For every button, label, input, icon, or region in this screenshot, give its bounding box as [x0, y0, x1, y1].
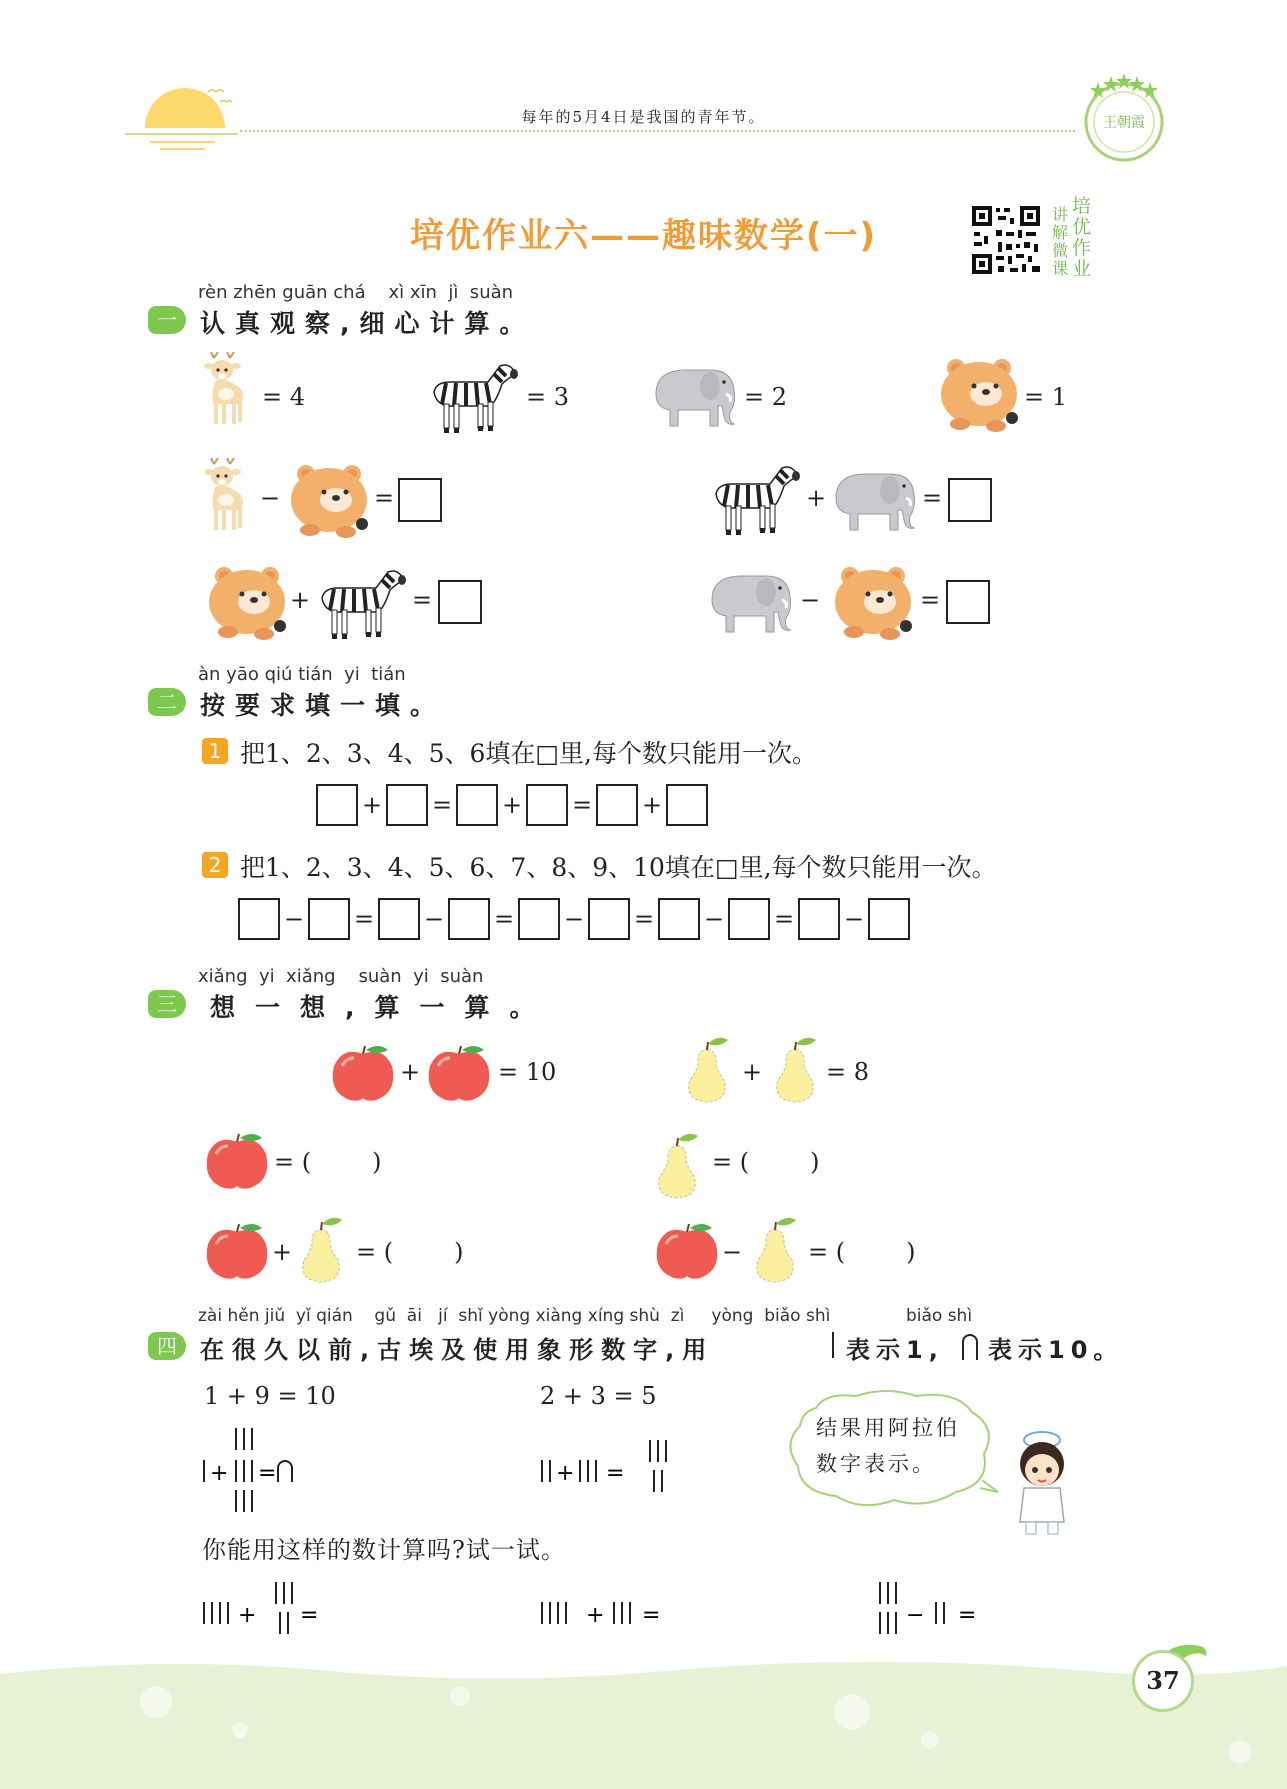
plus-sign: +: [399, 1058, 421, 1086]
svg-text:+: +: [210, 1461, 229, 1486]
equals-sign: =: [571, 791, 593, 819]
bear-icon: [934, 354, 1024, 434]
answer-box[interactable]: [666, 784, 708, 826]
section4-pinyin: zài hěn jiǔ yǐ qián gǔ āi jí shǐ yòng xiàng xíng shù zì yòng biǎo shì biǎo shì: [198, 1306, 973, 1326]
pear-icon: [296, 1216, 346, 1286]
question-1-text: 把1、2、3、4、5、6填在□里,每个数只能用一次。: [240, 739, 818, 768]
question-number: 1: [202, 738, 228, 764]
svg-text:+: +: [238, 1603, 257, 1628]
minus-sign: −: [799, 586, 821, 614]
section3-pinyin: xiǎng yi xiǎng suàn yi suàn: [198, 966, 484, 987]
equation-row-2: [238, 898, 910, 940]
equals-sign: =: [919, 586, 941, 614]
qr-code-icon[interactable]: [966, 200, 1046, 280]
svg-text:+: +: [586, 1603, 605, 1628]
answer-box[interactable]: [308, 898, 350, 940]
equals-sign: =: [921, 484, 943, 512]
bear-icon: [828, 562, 918, 642]
answer-box[interactable]: [448, 898, 490, 940]
minus-sign: −: [259, 484, 281, 512]
deer-icon: [196, 458, 256, 538]
svg-text:=: =: [642, 1603, 661, 1628]
section4-heading-c: 表示10。: [988, 1336, 1124, 1364]
section3-badge: 三: [148, 990, 186, 1018]
zebra-value: = 3: [526, 383, 570, 411]
header-tip: 每年的5月4日是我国的青年节。: [521, 108, 766, 126]
minus-sign: −: [843, 905, 865, 933]
plus-sign: +: [741, 1058, 763, 1086]
apple-answer[interactable]: = ( ): [274, 1148, 382, 1176]
section4-heading-b: 表示1,: [846, 1336, 944, 1364]
apple-icon: [202, 1222, 272, 1282]
pear-icon: [770, 1036, 820, 1106]
section1-heading: 认真观察,细心计算。: [200, 309, 535, 338]
equals-sign: =: [773, 905, 795, 933]
elephant-icon: [832, 464, 922, 534]
deer-value: = 4: [262, 383, 306, 411]
apple-icon: [424, 1044, 494, 1104]
section4-heading-a: 在很久以前,古埃及使用象形数字,用: [200, 1336, 715, 1364]
answer-box[interactable]: [728, 898, 770, 940]
unit-stroke-icon: [832, 1332, 834, 1358]
pear-icon: [750, 1216, 800, 1286]
minus-sign: −: [721, 1238, 743, 1266]
hieroglyph-practice-3[interactable]: [876, 1578, 1006, 1648]
bear-value: = 1: [1024, 383, 1068, 411]
deer-icon: [196, 352, 256, 432]
equals-sign: =: [411, 586, 433, 614]
pear-icon: [682, 1036, 732, 1106]
answer-box[interactable]: [596, 784, 638, 826]
page-number: 37: [1132, 1650, 1194, 1712]
qr-label-lesson: 讲解微课: [1052, 205, 1069, 278]
hieroglyph-example-1: [200, 1424, 320, 1514]
bear-icon: [284, 460, 374, 540]
section1-pinyin: rèn zhēn guān chá xì xīn jì suàn: [198, 282, 514, 303]
bubble-text: 结果用阿拉伯数字表示。: [816, 1416, 960, 1476]
answer-box[interactable]: [658, 898, 700, 940]
answer-box[interactable]: [588, 898, 630, 940]
section2-badge: 二: [148, 688, 186, 716]
plus-sign: +: [361, 791, 383, 819]
header-rule: [240, 130, 1075, 132]
minus-sign: −: [703, 905, 725, 933]
section4-badge: 四: [148, 1332, 186, 1360]
question-2-text: 把1、2、3、4、5、6、7、8、9、10填在□里,每个数只能用一次。: [240, 853, 997, 882]
page-title: 培优作业六——趣味数学(一): [409, 216, 878, 256]
question-number: 2: [202, 852, 228, 878]
example-2: 2 + 3 = 5: [540, 1382, 657, 1410]
svg-text:−: −: [906, 1603, 925, 1628]
pear-icon: [652, 1132, 702, 1202]
answer-box[interactable]: [238, 898, 280, 940]
apple-plus-pear-answer[interactable]: = ( ): [356, 1238, 464, 1266]
svg-text:=: =: [606, 1461, 625, 1486]
answer-box[interactable]: [398, 478, 442, 522]
answer-box[interactable]: [438, 580, 482, 624]
hieroglyph-example-2: [538, 1436, 688, 1506]
logo-text: 王朝霞: [1103, 115, 1145, 131]
minus-sign: −: [423, 905, 445, 933]
answer-box[interactable]: [456, 784, 498, 826]
svg-text:+: +: [556, 1461, 575, 1486]
answer-box[interactable]: [378, 898, 420, 940]
practice-prompt: 你能用这样的数计算吗?试一试。: [202, 1536, 566, 1564]
answer-box[interactable]: [948, 478, 992, 522]
cartoon-boy-icon: [1008, 1426, 1078, 1536]
answer-box[interactable]: [946, 580, 990, 624]
equals-sign: =: [431, 791, 453, 819]
answer-box[interactable]: [518, 898, 560, 940]
bear-icon: [202, 562, 292, 642]
plus-sign: +: [289, 586, 311, 614]
equals-sign: =: [493, 905, 515, 933]
pear-pair-value: = 8: [826, 1058, 870, 1086]
plus-sign: +: [271, 1238, 293, 1266]
answer-box[interactable]: [386, 784, 428, 826]
svg-text:=: =: [258, 1461, 277, 1486]
plus-sign: +: [805, 484, 827, 512]
minus-sign: −: [283, 905, 305, 933]
equation-row-1: [316, 784, 708, 826]
answer-box[interactable]: [868, 898, 910, 940]
answer-box[interactable]: [526, 784, 568, 826]
apple-icon: [328, 1044, 398, 1104]
zebra-icon: [710, 458, 800, 538]
hieroglyph-practice-2[interactable]: [538, 1578, 678, 1648]
elephant-icon: [652, 360, 742, 430]
minus-sign: −: [563, 905, 585, 933]
apple-icon: [652, 1222, 722, 1282]
pear-answer[interactable]: = ( ): [712, 1148, 820, 1176]
zebra-icon: [316, 562, 406, 642]
answer-box[interactable]: [316, 784, 358, 826]
plus-sign: +: [641, 791, 663, 819]
heel-bone-icon: [960, 1332, 980, 1360]
apple-minus-pear-answer[interactable]: = ( ): [808, 1238, 916, 1266]
equals-sign: =: [373, 484, 395, 512]
equals-sign: =: [353, 905, 375, 933]
elephant-icon: [708, 566, 798, 636]
apple-icon: [202, 1132, 272, 1192]
equals-sign: =: [633, 905, 655, 933]
example-1: 1 + 9 = 10: [204, 1382, 336, 1410]
zebra-icon: [428, 356, 518, 436]
svg-text:=: =: [958, 1603, 977, 1628]
elephant-value: = 2: [744, 383, 788, 411]
hieroglyph-practice-1[interactable]: [200, 1578, 340, 1648]
footer-wave: [0, 1660, 1287, 1789]
section1-badge: 一: [148, 306, 186, 334]
section2-heading: 按要求填一填。: [200, 691, 446, 720]
answer-box[interactable]: [798, 898, 840, 940]
apple-pair-value: = 10: [498, 1058, 557, 1086]
plus-sign: +: [501, 791, 523, 819]
section3-heading: 想一想,算一算。: [210, 993, 555, 1022]
svg-text:=: =: [300, 1603, 319, 1628]
section2-pinyin: àn yāo qiú tián yi tián: [198, 664, 406, 685]
qr-label-homework: 培优作业: [1072, 195, 1092, 280]
